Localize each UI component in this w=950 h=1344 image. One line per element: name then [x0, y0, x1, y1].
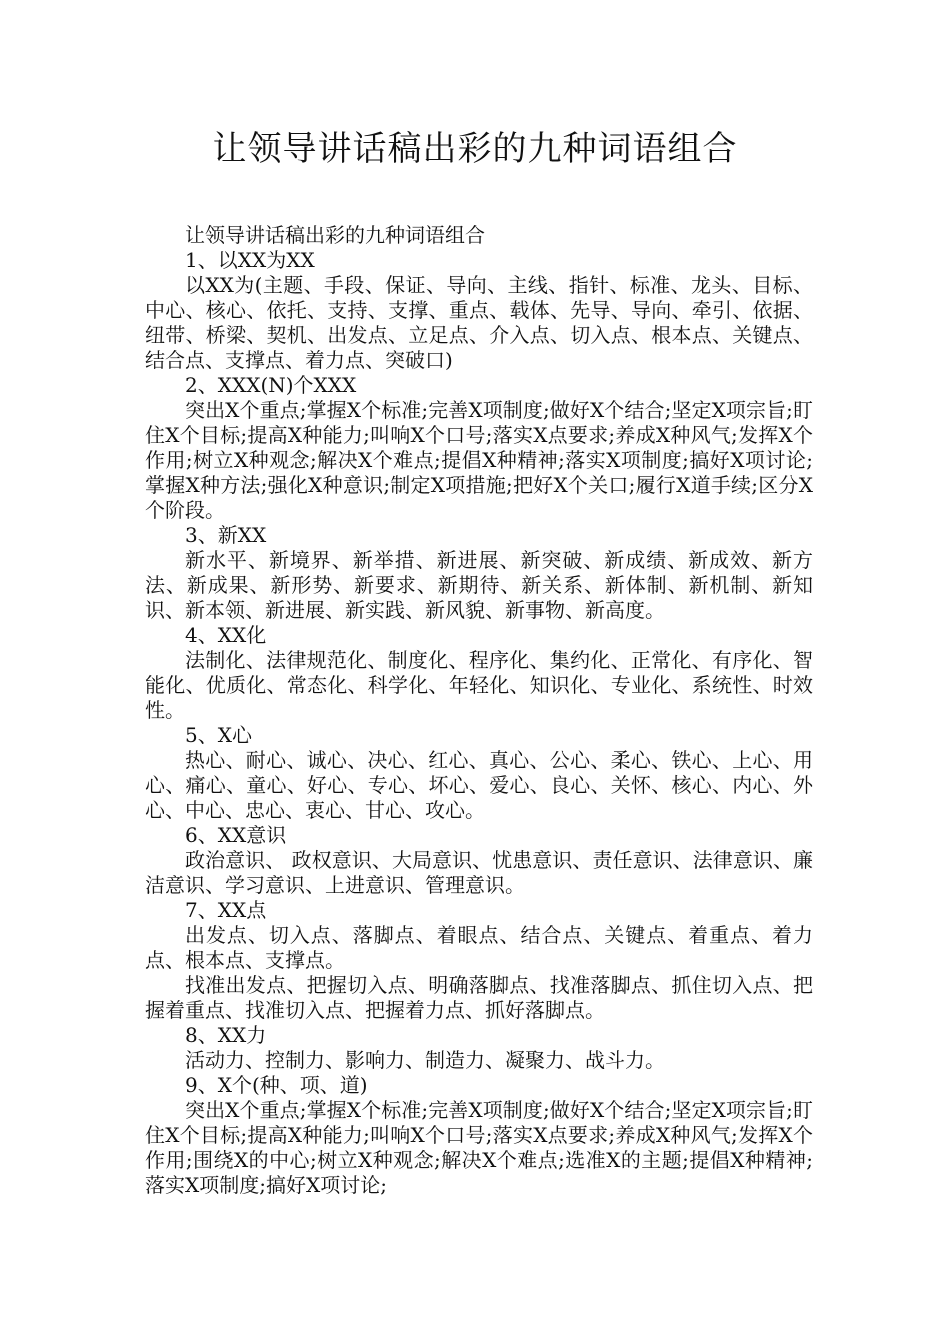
section-heading-1: 1、以XX为XX	[185, 248, 315, 272]
section-heading-3: 3、新XX	[185, 523, 267, 547]
section-body-2: 突出X个重点;掌握X个标准;完善X项制度;做好X个结合;坚定X项宗旨;盯住X个目标;提高X种能力;叫响X个口号;落实X点要求;养成X种风气;发挥X个作用;树立X种观念;解决X个难点;提倡X种精神;落实X项制度;搞好X项讨论;掌握X种方法;强化X种意识;制定X项措施;把好X个关口;履行X道手续;区分X个阶段。	[145, 398, 813, 522]
section-body-5: 热心、耐心、诚心、决心、红心、真心、公心、柔心、铁心、上心、用心、痛心、童心、好心、专心、坏心、爱心、良心、关怀、核心、内心、外心、中心、忠心、衷心、甘心、攻心。	[145, 748, 813, 822]
section-body-7b: 找准出发点、把握切入点、明确落脚点、找准落脚点、抓住切入点、把握着重点、找准切入点、把握着力点、抓好落脚点。	[145, 973, 813, 1022]
section-heading-5: 5、X心	[185, 723, 252, 747]
section-heading-4: 4、XX化	[185, 623, 267, 647]
section-heading-8: 8、XX力	[185, 1023, 267, 1047]
section-body-9: 突出X个重点;掌握X个标准;完善X项制度;做好X个结合;坚定X项宗旨;盯住X个目标;提高X种能力;叫响X个口号;落实X点要求;养成X种风气;发挥X个作用;围绕X的中心;树立X种观念;解决X个难点;选准X的主题;提倡X种精神;落实X项制度;搞好X项讨论;	[145, 1098, 813, 1197]
section-body-3: 新水平、新境界、新举措、新进展、新突破、新成绩、新成效、新方法、新成果、新形势、新要求、新期待、新关系、新体制、新机制、新知识、新本领、新进展、新实践、新风貌、新事物、新高度。	[145, 548, 813, 622]
document-title: 让领导讲话稿出彩的九种词语组合	[212, 129, 738, 169]
document-body	[145, 223, 813, 1198]
section-heading-2: 2、XXX(N)个XXX	[185, 373, 357, 397]
section-heading-9: 9、X个(种、项、道)	[185, 1073, 368, 1097]
section-body-7a: 出发点、切入点、落脚点、着眼点、结合点、关键点、着重点、着力点、根本点、支撑点。	[145, 923, 813, 972]
section-body-8: 活动力、控制力、影响力、制造力、凝聚力、战斗力。	[185, 1048, 665, 1072]
document-subtitle: 让领导讲话稿出彩的九种词语组合	[185, 223, 485, 247]
section-body-6: 政治意识、 政权意识、大局意识、忧患意识、责任意识、法律意识、廉洁意识、学习意识、上进意识、管理意识。	[145, 848, 813, 897]
section-heading-7: 7、XX点	[185, 898, 267, 922]
section-body-1: 以XX为(主题、手段、保证、导向、主线、指针、标准、龙头、目标、中心、核心、依托、支持、支撑、重点、载体、先导、导向、牵引、依据、纽带、桥梁、契机、出发点、立足点、介入点、切入点、根本点、关键点、结合点、支撑点、着力点、突破口)	[145, 273, 813, 372]
section-heading-6: 6、XX意识	[185, 823, 287, 847]
section-body-4: 法制化、法律规范化、制度化、程序化、集约化、正常化、有序化、智能化、优质化、常态化、科学化、年轻化、知识化、专业化、系统性、时效性。	[145, 648, 813, 722]
